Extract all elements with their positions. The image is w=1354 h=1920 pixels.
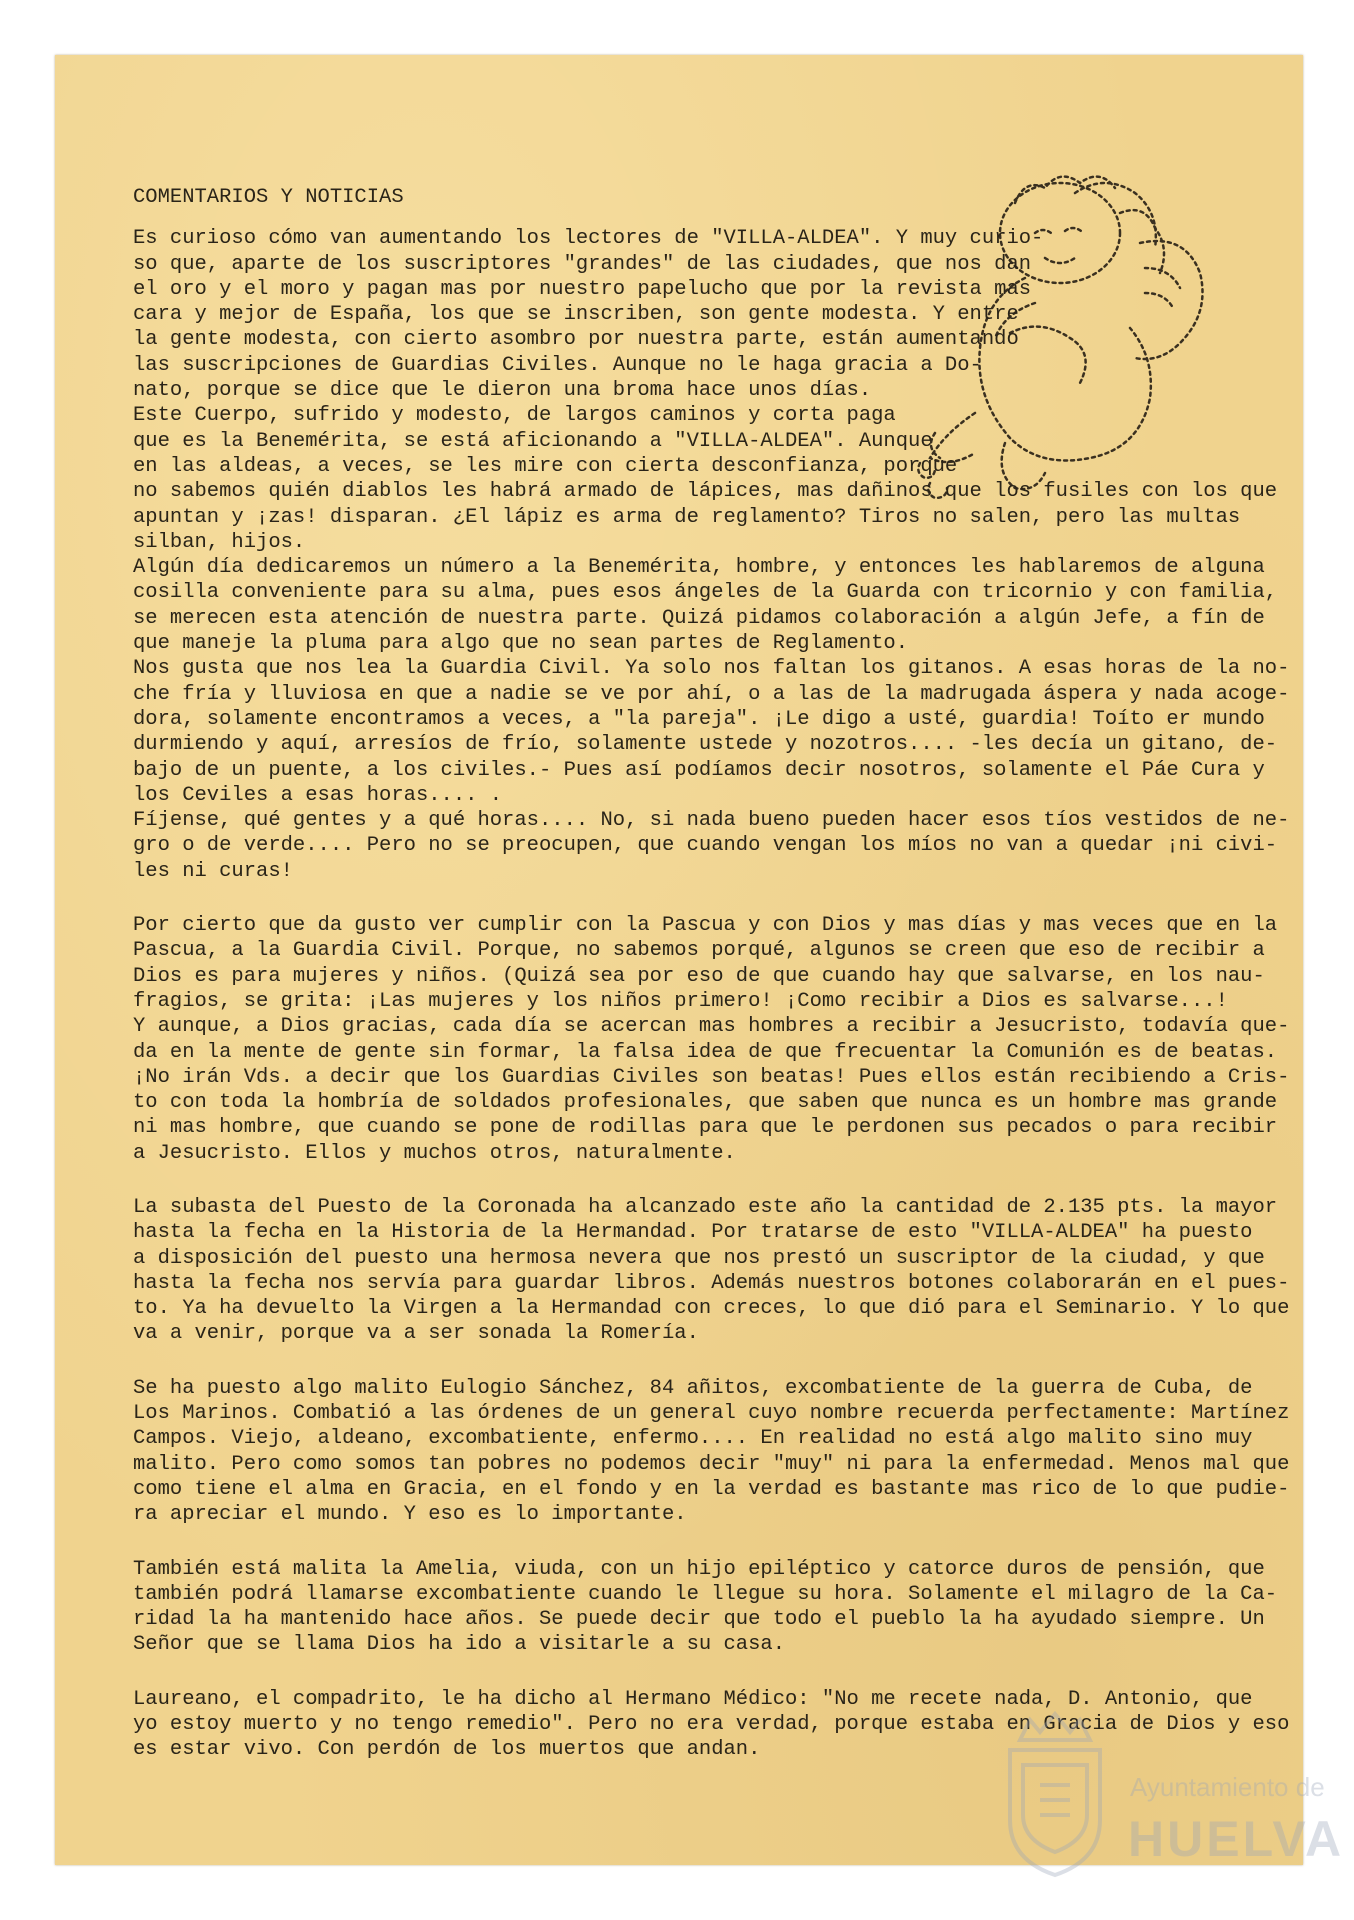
text-line: va a venir, porque va a ser sonada la Romería. bbox=[133, 1322, 699, 1346]
text-line: La subasta del Puesto de la Coronada ha alcanzado este año la cantidad de 2.135 pts. la mayor bbox=[133, 1195, 1278, 1219]
paragraph bbox=[133, 1195, 1290, 1347]
text-line: malito. Pero como somos tan pobres no podemos decir "muy" ni para la enfermedad. Menos mal que bbox=[133, 1452, 1290, 1476]
text-line: a Jesucristo. Ellos y muchos otros, naturalmente. bbox=[133, 1141, 736, 1165]
text-line: Laureano, el compadrito, le ha dicho al Hermano Médico: "No me recete nada, D. Antonio, que bbox=[133, 1687, 1253, 1711]
text-line: Este Cuerpo, sufrido y modesto, de largos caminos y corta paga bbox=[133, 404, 896, 428]
text-line: que es la Benemérita, se está aficionando a "VILLA-ALDEA". Aunque bbox=[133, 429, 933, 453]
text-line: gro o de verde.... Pero no se preocupen, que cuando vengan los míos no van a quedar ¡ni civi- bbox=[133, 834, 1278, 858]
paragraph bbox=[133, 226, 1290, 884]
text-line: apuntan y ¡zas! disparan. ¿El lápiz es arma de reglamento? Tiros no salen, pero las multas bbox=[133, 505, 1241, 529]
text-line: to con toda la hombría de soldados profesionales, que saben que nunca es un hombre mas grande bbox=[133, 1091, 1278, 1115]
text-line: dora, solamente encontramos a veces, a "la pareja". ¡Le digo a usté, guardia! Toíto er mundo bbox=[133, 707, 1265, 731]
text-line: en las aldeas, a veces, se les mire con cierta desconfianza, porque bbox=[133, 454, 958, 478]
text-line: se merecen esta atención de nuestra parte. Quizá pidamos colaboración a algún Jefe, a fín de bbox=[133, 606, 1265, 630]
text-line: Por cierto que da gusto ver cumplir con la Pascua y con Dios y mas días y mas veces que en la bbox=[133, 914, 1278, 938]
text-line: Y aunque, a Dios gracias, cada día se acercan mas hombres a recibir a Jesucristo, todavía que- bbox=[133, 1015, 1290, 1039]
text-line: hasta la fecha en la Historia de la Hermandad. Por tratarse de esto "VILLA-ALDEA" ha puesto bbox=[133, 1221, 1253, 1245]
coat-of-arms-icon bbox=[995, 1710, 1115, 1880]
text-line: que maneje la pluma para algo que no sean partes de Reglamento. bbox=[133, 632, 909, 656]
text-line: a disposición del puesto una hermosa nevera que nos prestó un suscriptor de la ciudad, y que bbox=[133, 1246, 1265, 1270]
text-line: ridad la ha mantenido hace años. Se puede decir que todo el pueblo la ha ayudado siempre. Un bbox=[133, 1608, 1265, 1632]
text-line: so que, aparte de los suscriptores "grandes" de las ciudades, que nos dan bbox=[133, 252, 1032, 276]
paragraph bbox=[133, 1376, 1290, 1528]
text-line: da en la mente de gente sin formar, la falsa idea de que frecuentar la Comunión es de beatas. bbox=[133, 1040, 1278, 1064]
text-line: nato, porque se dice que le dieron una broma hace unos días. bbox=[133, 379, 872, 403]
watermark-seal bbox=[995, 1710, 1345, 1890]
text-line: no sabemos quién diablos les habrá armado de lápices, mas dañinos que los fusiles con los que bbox=[133, 480, 1278, 504]
text-line: to. Ya ha devuelto la Virgen a la Hermandad con creces, lo que dió para el Seminario. Y lo que bbox=[133, 1297, 1290, 1321]
paragraph bbox=[133, 1557, 1278, 1658]
text-line: les ni curas! bbox=[133, 859, 293, 883]
document-sheet bbox=[55, 55, 1345, 1867]
text-line: Los Marinos. Combatió a las órdenes de un general cuyo nombre recuerda perfectamente: Martínez bbox=[133, 1402, 1290, 1426]
text-line: cosilla conveniente para su alma, pues esos ángeles de la Guarda con tricornio y con familia, bbox=[133, 581, 1278, 605]
text-line: Algún día dedicaremos un número a la Benemérita, hombre, y entonces les hablaremos de alguna bbox=[133, 556, 1265, 580]
text-line: Campos. Viejo, aldeano, excombatiente, enfermo.... En realidad no está algo malito sino muy bbox=[133, 1427, 1253, 1451]
text-line: las suscripciones de Guardias Civiles. Aunque no le haga gracia a Do- bbox=[133, 353, 982, 377]
text-line: como tiene el alma en Gracia, en el fondo y en la verdad es bastante mas rico de lo que pudie- bbox=[133, 1477, 1290, 1501]
text-line: silban, hijos. bbox=[133, 530, 306, 554]
text-line: ni mas hombre, que cuando se pone de rodillas para que le perdonen sus pecados o para recibir bbox=[133, 1116, 1278, 1140]
text-line: Es curioso cómo van aumentando los lectores de "VILLA-ALDEA". Y muy curio- bbox=[133, 227, 1044, 251]
text-line: Fíjense, qué gentes y a qué horas.... No, si nada bueno pueden hacer esos tíos vestidos de ne- bbox=[133, 809, 1290, 833]
text-line: los Ceviles a esas horas.... . bbox=[133, 783, 503, 807]
text-line: También está malita la Amelia, viuda, con un hijo epiléptico y catorce duros de pensión, que bbox=[133, 1557, 1265, 1581]
text-line: es estar vivo. Con perdón de los muertos que andan. bbox=[133, 1738, 761, 1762]
text-line: bajo de un puente, a los civiles.- Pues así podíamos decir nosotros, solamente el Páe Cura y bbox=[133, 758, 1265, 782]
text-line: ra apreciar el mundo. Y eso es lo importante. bbox=[133, 1503, 687, 1527]
document-title: COMENTARIOS Y NOTICIAS bbox=[133, 186, 404, 209]
watermark-line2: HUELVA bbox=[1128, 1811, 1345, 1867]
text-line: el oro y el moro y pagan mas por nuestro papelucho que por la revista mas bbox=[133, 277, 1032, 301]
paragraph bbox=[133, 913, 1290, 1166]
text-line: ¡No irán Vds. a decir que los Guardias Civiles son beatas! Pues ellos están recibiendo a Cris- bbox=[133, 1065, 1290, 1089]
text-line: la gente modesta, con cierto asombro por nuestra parte, están aumentando bbox=[133, 328, 1019, 352]
text-line: cara y mejor de España, los que se inscriben, son gente modesta. Y entre bbox=[133, 303, 1019, 327]
text-line: fragios, se grita: ¡Las mujeres y los niños primero! ¡Como recibir a Dios es salvarse...! bbox=[133, 989, 1228, 1013]
text-line: Pascua, a la Guardia Civil. Porque, no sabemos porqué, algunos se creen que eso de recibir a bbox=[133, 939, 1265, 963]
text-line: durmiendo y aquí, arresíos de frío, solamente ustede y nozotros.... -les decía un gitano, de- bbox=[133, 733, 1278, 757]
text-line: Dios es para mujeres y niños. (Quizá sea por eso de que cuando hay que salvarse, en los nau- bbox=[133, 964, 1265, 988]
watermark-line1: Ayuntamiento de bbox=[1130, 1772, 1325, 1802]
text-line: yo estoy muerto y no tengo remedio". Pero no era verdad, porque estaba en Gracia de Dios y eso bbox=[133, 1713, 1290, 1737]
text-line: Señor que se llama Dios ha ido a visitarle a su casa. bbox=[133, 1633, 786, 1657]
text-line: también podrá llamarse excombatiente cuando le llegue su hora. Solamente el milagro de la Ca- bbox=[133, 1582, 1278, 1606]
text-line: hasta la fecha nos servía para guardar libros. Además nuestros botones colaborarán en el pues- bbox=[133, 1271, 1290, 1295]
text-line: Nos gusta que nos lea la Guardia Civil. Ya solo nos faltan los gitanos. A esas horas de la no- bbox=[133, 657, 1290, 681]
text-line: che fría y lluviosa en que a nadie se ve por ahí, o a las de la madrugada áspera y nada acoge- bbox=[133, 682, 1290, 706]
text-line: Se ha puesto algo malito Eulogio Sánchez, 84 añitos, excombatiente de la guerra de Cuba, de bbox=[133, 1376, 1253, 1400]
